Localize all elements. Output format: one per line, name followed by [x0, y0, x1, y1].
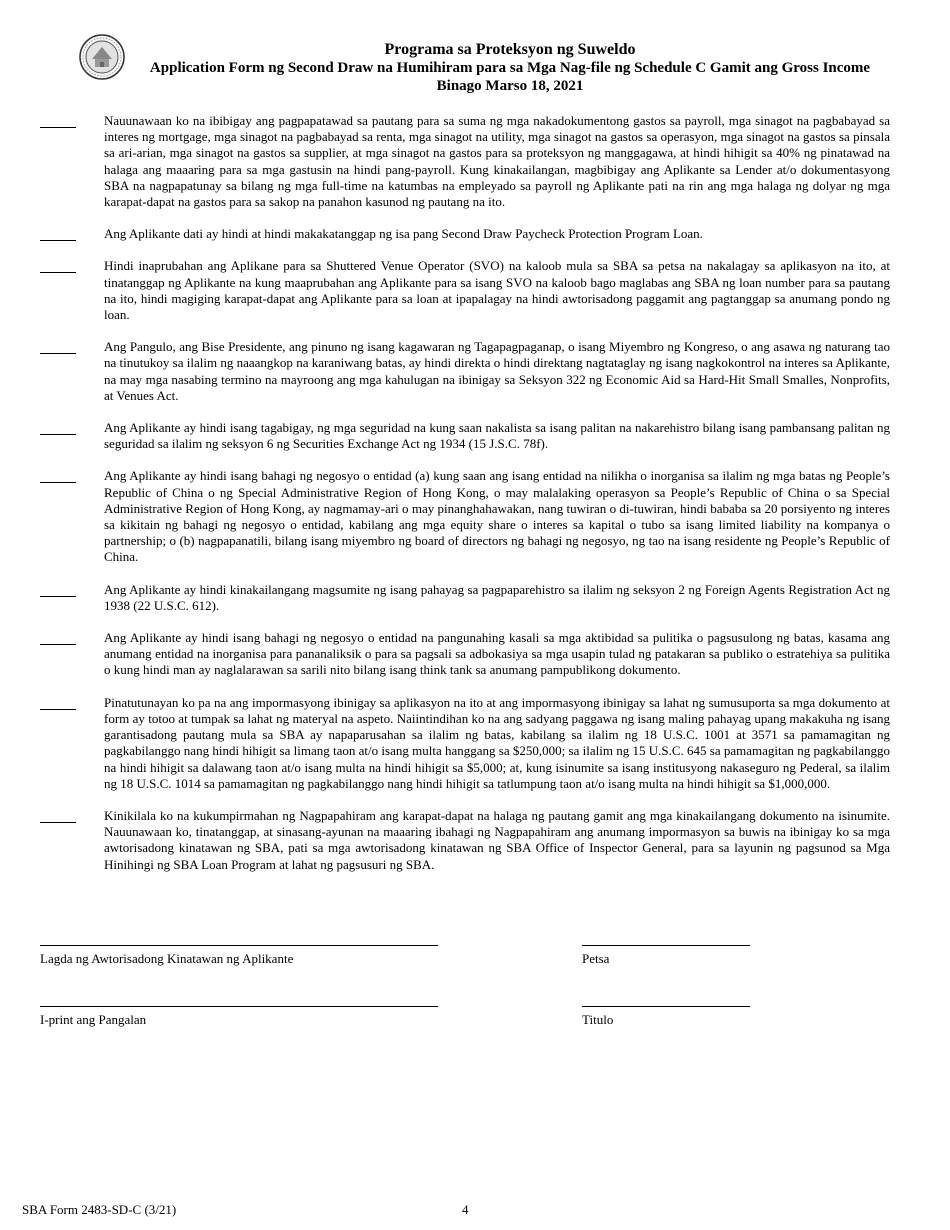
certification-text: Ang Pangulo, ang Bise Presidente, ang pinuno ng isang kagawaran ng Tagapagpaganap, o isang Miyembro ng Kongreso, o ang asawa ng naturang tao na tinutukoy sa ilalim ng naaangkop na karaniwang batas, ay hindi direkta o hindi direktang nagtataglay ng isang nagkokontrol na interes sa Aplikante, na may mga nasabing termino na mayroong ang mga kahulugan na ibinigay sa Seksyon 322 ng Economic Aid sa Hard-Hit Small Smalles, Nonprofits, at Venues Act.	[104, 339, 890, 403]
initials-blank[interactable]	[40, 339, 76, 354]
certification-text: Kinikilala ko na kukumpirmahan ng Nagpapahiram ang karapat-dapat na halaga ng pautang gamit ang mga kinakailangang dokumento na isinumite. Nauunawaan ko, tinatanggap, at sinasang-ayunan na maaaring ibahagi ng Nagpapahiram ang anumang impormasyon sa buwis na ibinigay ko sa mga awtorisadong kinatawan ng SBA, pati sa mga awtorisadong kinatawan ng SBA Office of Inspector General, para sa layunin ng pagsunod sa Mga Hinihingi ng SBA Loan Program at lahat ng pagsusuri ng SBA.	[104, 807, 890, 872]
page-number: 4	[462, 1202, 469, 1217]
certification-item	[40, 468, 890, 565]
certification-text: Ang Aplikante ay hindi isang bahagi ng negosyo o entidad na pangunahing kasali sa mga aktibidad sa pulitika o pagsusulong ng batas, kasama ang anumang entidad na inorganisa para pananaliksik o para sa pagsali sa adbokasiya sa mga usapin tulad ng patakaran sa publiko o estratehiya sa pulitika o kung hindi man ay naglalarawan sa sarili nito bilang isang think tank sa anumang pampublikong dokumento.	[104, 630, 890, 678]
title-line[interactable]	[582, 1006, 750, 1007]
form-id: SBA Form 2483-SD-C (3/21)	[22, 1202, 177, 1217]
date-label: Petsa	[582, 951, 610, 966]
certification-text: Pinatutunayan ko pa na ang impormasyong ibinigay sa aplikasyon na ito at ang impormasyong ibinigay sa lahat ng sumusuporta sa mga dokumento at form ay totoo at tumpak sa lahat ng materyal na aspeto. Naiintindihan ko na ang sadyang paggawa ng isang maling pahayag upang makakuha ng isang garantisadong pautang mula sa SBA ay napaparusahan sa ilalim ng batas, kabilang sa ilalim ng 18 U.S.C. 1001 at 3571 sa pamamagitan ng pagkabilanggo nang hindi hihigit sa limang taon at/o isang multa hanggang sa $250,000; sa ilalim ng 15 U.S.C. 645 sa pamamagitan ng pagkabilanggo na hindi hihigit sa dalawang taon at/o isang multa na hindi hihigit sa $5,000; at, kung isinumite sa isang institusyong nakaseguro ng Pederal, sa ilalim ng 18 U.S.C. 1014 sa pamamagitan ng pagkabilanggo nang hindi hihigit sa tatlumpung taon at/o isang multa na hindi hihigit sa $1,000,000.	[104, 694, 890, 791]
certification-text: Ang Aplikante ay hindi kinakailangang magsumite ng isang pahayag sa pagpaparehistro sa ilalim ng seksyon 2 ng Foreign Agents Registration Act ng 1938 (22 U.S.C. 612).	[104, 581, 890, 613]
title-label: Titulo	[582, 1012, 614, 1027]
initials-blank[interactable]	[40, 695, 76, 710]
certification-text: Ang Aplikante ay hindi isang tagabigay, ng mga seguridad na kung saan nakalista sa isang palitan na nakarehistro bilang isang pambansang palitan ng seguridad sa ilalim ng seksyon 6 ng Securities Exchange Act ng 1934 (15 J.S.C. 78f).	[104, 420, 890, 452]
certification-item	[40, 258, 890, 323]
revision-date: Binago Marso 18, 2021	[436, 78, 584, 94]
certification-text: Hindi inaprubahan ang Aplikane para sa Shuttered Venue Operator (SVO) na kaloob mula sa SBA sa petsa na nakalagay sa aplikasyon na ito, at tinatanggap ng Aplikante na kung maaprubahan ang Aplikante para sa isang SVO na kaloob bago maglabas ang SBA ng loan number para sa pautang na ito, hindi magiging karapat-dapat ang Aplikante para sa loan at ipapalagay na hindi awtorisadong paggamit ang pagtanggap sa anumang pondo ng loan.	[104, 258, 890, 323]
document-title: Programa sa Proteksyon ng Suweldo	[384, 41, 636, 58]
initials-blank[interactable]	[40, 226, 76, 241]
sba-seal-icon	[78, 33, 126, 81]
initials-blank[interactable]	[40, 113, 76, 128]
certification-item	[40, 339, 890, 404]
certification-item	[40, 113, 890, 210]
document-header	[120, 40, 900, 95]
initials-blank[interactable]	[40, 468, 76, 483]
certification-item	[40, 420, 890, 452]
certification-item	[40, 582, 890, 614]
certification-text: Ang Aplikante ay hindi isang bahagi ng negosyo o entidad (a) kung saan ang isang entidad na nilikha o inorganisa sa ilalim ng mga batas ng People’s Republic of China o ng Special Administrative Region of Hong Kong, o may malalaking operasyon sa People’s Republic of China o sa Special Administrative Region of Hong Kong, ay nagmamay-ari o may pinanghahawakan, nang tuwiran o di-tuwiran, hindi bababa sa 20 porsiyento ng interes sa kikitain ng bahagi ng negosyo o entidad, kabilang ang mga equity share o interes sa kapital o tubo sa isang limited liability na kompanya o partnership; o (b) nagpapanatili, bilang isang miyembro ng board of directors ng bahagi ng negosyo, ng tao na isang residente ng People’s Republic of China.	[104, 468, 890, 565]
initials-blank[interactable]	[40, 258, 76, 273]
signature-label: Lagda ng Awtorisadong Kinatawan ng Aplikante	[40, 951, 294, 966]
certification-item	[40, 630, 890, 679]
print-name-label: I-print ang Pangalan	[40, 1012, 147, 1027]
initials-blank[interactable]	[40, 808, 76, 823]
initials-blank[interactable]	[40, 420, 76, 435]
certification-item	[40, 808, 890, 873]
certification-text: Ang Aplikante dati ay hindi at hindi makakatanggap ng isa pang Second Draw Paycheck Protection Program Loan.	[104, 226, 703, 242]
print-name-line[interactable]	[40, 1006, 438, 1007]
document-subtitle: Application Form ng Second Draw na Humihiram para sa Mga Nag-file ng Schedule C Gamit ang Gross Income	[149, 60, 871, 76]
certification-item	[40, 226, 890, 242]
date-line[interactable]	[582, 945, 750, 946]
initials-blank[interactable]	[40, 630, 76, 645]
certification-text: Nauunawaan ko na ibibigay ang pagpapatawad sa pautang para sa suma ng mga nakadokumentong gastos sa payroll, mga sinagot na pagbabayad sa interes ng mortgage, mga sinagot na pagbabayad sa renta, mga sinagot na utility, mga sinagot na gastos sa operasyon, mga sinagot na gastos sa pinsala sa ari-arian, mga sinagot na gastos sa supplier, at mga sinagot na gastos para sa proteksyon ng manggagawa, at hindi hihigit sa 40% ng pinatawad na halaga ang maaaring para sa mga gastusin na hindi pang-payroll. Kung kinakailangan, magbibigay ang Aplikante sa Lender at/o dokumentasyong SBA na nagpapatunay sa bilang ng mga full-time na katumbas na empleyado sa payroll ng Aplikante pati na rin ang mga halaga ng dolyar ng mga karapat-dapat na gastos para sa sakop na panahon kasunod ng pautang na ito.	[104, 113, 890, 210]
certification-list	[40, 113, 890, 889]
signature-line[interactable]	[40, 945, 438, 946]
initials-blank[interactable]	[40, 582, 76, 597]
certification-item	[40, 695, 890, 792]
